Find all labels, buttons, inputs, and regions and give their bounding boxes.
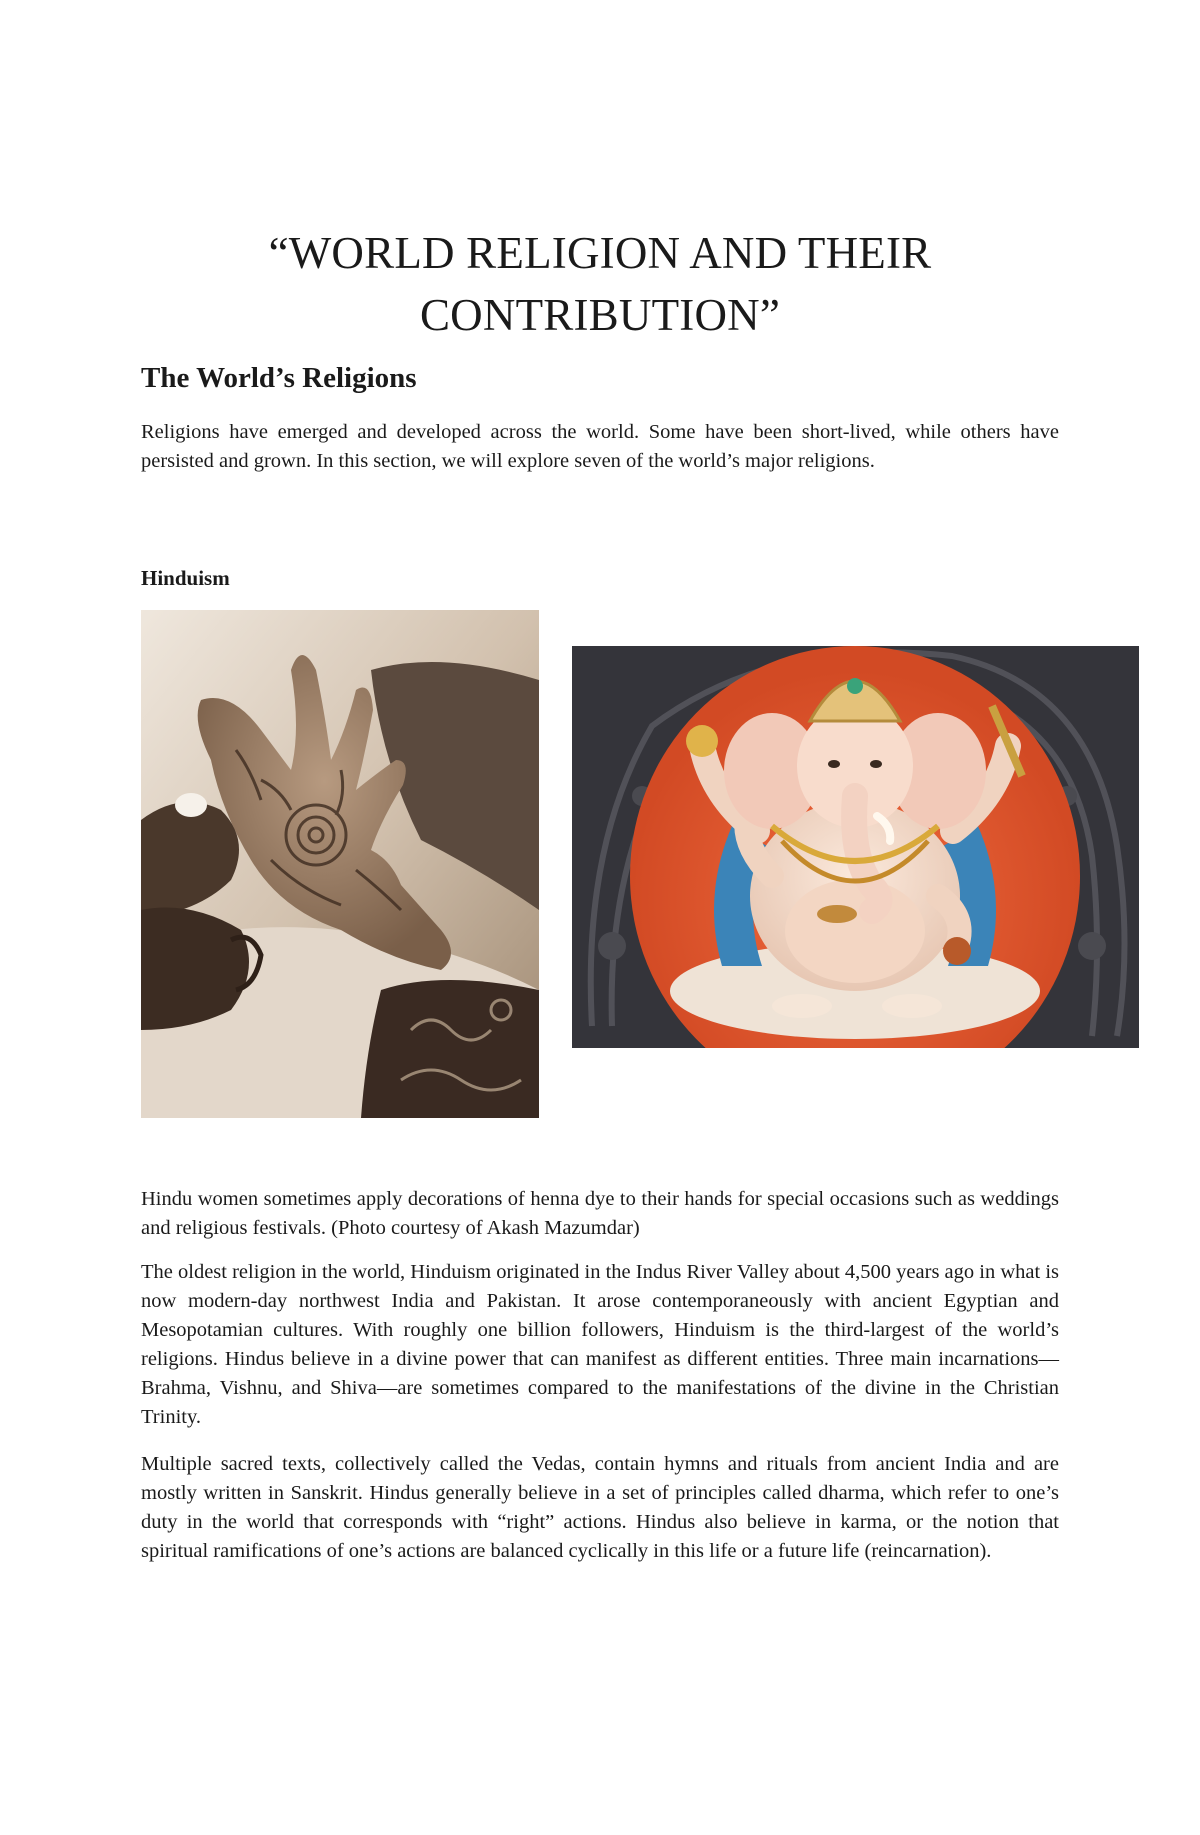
section-heading: The World’s Religions: [141, 362, 417, 394]
document-title-line2: CONTRIBUTION”: [419, 290, 781, 340]
document-title: [140, 222, 1060, 346]
body-paragraph-1: The oldest religion in the world, Hinduism originated in the Indus River Valley about 4,500 years ago in what is now modern-day northwest India and Pakistan. It arose contemporaneously with ancient Egyptian and Mesopotamian cultures. With roughly one billion followers, Hinduism is the third-largest of the world’s religions. Hindus believe in a divine power that can manifest as different entities. Three main incarnations—Brahma, Vishnu, and Shiva—are sometimes compared to the manifestations of the divine in the Christian Trinity.: [141, 1261, 1059, 1428]
photo-caption: Hindu women sometimes apply decorations of henna dye to their hands for special occasions such as weddings and religious festivals. (Photo courtesy of Akash Mazumdar): [141, 1188, 1059, 1239]
henna-hands-photo: [141, 610, 539, 1118]
intro-paragraph: Religions have emerged and developed across the world. Some have been short-lived, while others have persisted and grown. In this section, we will explore seven of the world’s major religions.: [141, 421, 1059, 472]
ganesha-statue-photo: [572, 646, 1139, 1048]
body-paragraph-2: Multiple sacred texts, collectively called the Vedas, contain hymns and rituals from ancient India and are mostly written in Sanskrit. Hindus generally believe in a set of principles called dharma, which refer to one’s duty in the world that corresponds with “right” actions. Hindus also believe in karma, or the notion that spiritual ramifications of one’s actions are balanced cyclically in this life or a future life (reincarnation).: [141, 1453, 1059, 1562]
subsection-heading-hinduism: Hinduism: [141, 566, 230, 590]
document-title-line1: “WORLD RELIGION AND THEIR: [268, 228, 932, 278]
